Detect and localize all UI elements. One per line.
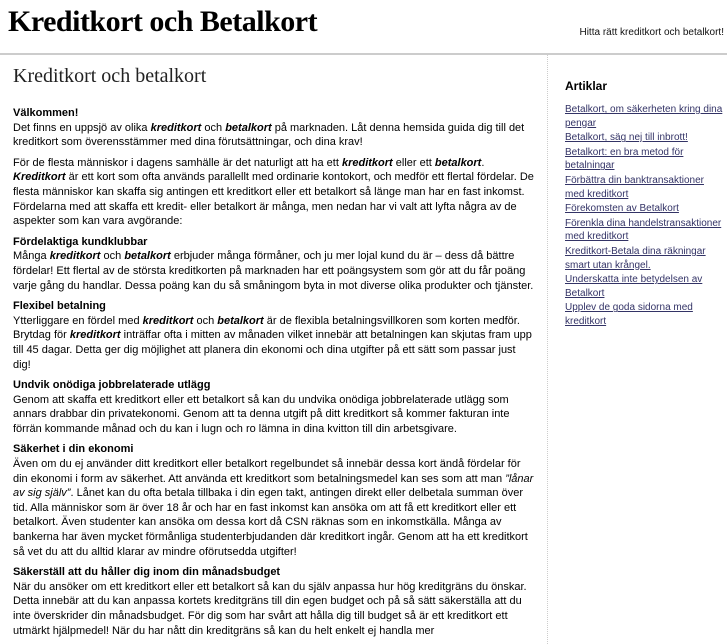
text-segment: kreditkort — [142, 314, 194, 327]
text-segment: och — [193, 314, 218, 327]
page-header — [0, 0, 727, 53]
article-link-item — [565, 272, 723, 299]
sidebar-title: Artiklar — [565, 79, 608, 93]
sidebar-article-link[interactable]: Betalkort: en bra metod för betalningar — [565, 146, 684, 172]
text-segment: betalkort — [217, 314, 264, 327]
text-segment: och — [201, 121, 226, 134]
section-heading: Säkerställ att du håller dig inom din månadsbudget — [13, 566, 281, 579]
article-paragraph — [13, 442, 534, 559]
article-link-item — [565, 130, 723, 144]
text-segment: kreditkort — [49, 250, 101, 263]
text-segment: Även om du ej använder ditt kreditkort eller betalkort regelbundet så innebär dessa kort ändå fördelar för din ekonomi i form av säkerhet. Att använda ett kreditkort som betalningsmedel kan ses som att man — [13, 458, 521, 485]
text-segment: . — [481, 156, 485, 169]
sidebar-article-link[interactable]: Underskatta inte betydelsen av Betalkort — [565, 274, 703, 299]
article-link-item — [565, 300, 723, 327]
article-paragraph — [13, 565, 534, 638]
text-segment: kreditkort — [150, 121, 202, 134]
text-segment: erbjuder många förmåner, och ju mer lojal kund du är – dess då bättre fördelar! Ett flertal av de största kreditkorten på marknaden har ett poängsystem som gör att du får poäng varje gång du handlar. Dessa poäng kan du så småningom byta in mot diverse olika produkter och tjänster. — [13, 250, 534, 292]
sidebar-article-link[interactable]: Förbättra din banktransaktioner med kreditkort — [565, 174, 704, 200]
text-segment: Många — [13, 250, 50, 263]
article-paragraph — [13, 156, 534, 229]
text-segment: kreditkort — [69, 329, 121, 342]
page-title: Kreditkort och betalkort — [13, 65, 207, 87]
section-heading: Välkommen! — [13, 107, 79, 119]
section-heading: Undvik onödiga jobbrelaterade utlägg — [13, 379, 211, 392]
main-article — [0, 55, 534, 644]
text-segment: ”lånar av sig själv” — [13, 472, 534, 500]
text-segment: betalkort — [434, 156, 482, 169]
site-title: Kreditkort och Betalkort — [8, 5, 318, 38]
article-link-item — [565, 145, 723, 172]
article-paragraph — [13, 378, 534, 436]
text-segment: kreditkort — [341, 156, 393, 169]
article-link-item — [565, 201, 723, 215]
text-segment: Genom att skaffa ett kreditkort eller ett betalkort så kan du undvika onödiga jobbrelaterade utlägg som annars drabbar din privatekonomi. Genom att ta denna utgift på ditt kreditkort så kommer fakturan inte förrän kommande månad och du kan i lugn och ro lämna in dina kvitton till din arbetsgivare. — [13, 393, 510, 435]
text-segment: på marknaden. Låt denna hemsida guida dig till det kreditkort som överensstämmer med dina förutsättningar, och dina krav! — [13, 121, 525, 149]
text-segment: För de flesta människor i dagens samhälle är det naturligt att ha ett — [13, 156, 342, 169]
text-segment: är ett kort som ofta används parallellt med ordinarie kontokort, och medför ett flertal fördelar. De flesta människor kan skaffa sig antingen ett kreditkort eller ett betalkort så länge man har en fast inkomst. Fördelarna med att skaffa ett kredit- eller betalkort är många, men nedan har vi valt att lyfta några av de aspekter som kan vara avgörande: — [13, 171, 534, 228]
sidebar-article-link[interactable]: Förenkla dina handelstransaktioner med kreditkort — [565, 217, 722, 243]
text-segment: . Lånet kan du ofta betala tillbaka i din egen takt, antingen direkt eller delbetala summan över tid. Alla människor som är över 18 år och har en fast inkomst kan ansöka om att få ett kreditkort eller ett betalkort. Även studenter kan ansöka om dessa kort då CSN räknas som en inkomstkälla. Många av bankerna har även mycket förmånliga studenterbjudanden där kreditkort ingår. Genom att ha ett kreditkort så vet du att du alltid klarar av mindre oförutsedda utgifter! — [13, 487, 528, 558]
text-segment: eller ett — [392, 156, 435, 169]
article-paragraph — [13, 299, 534, 372]
text-segment: betalkort — [225, 121, 272, 134]
text-segment: Det finns en uppsjö av olika — [13, 121, 151, 134]
sidebar-article-link[interactable]: Förekomsten av Betalkort — [565, 203, 679, 215]
sidebar-article-link[interactable]: Betalkort, säg nej till inbrott! — [565, 132, 688, 144]
text-segment: betalkort — [124, 250, 171, 263]
sidebar-article-link[interactable]: Kreditkort-Betala dina räkningar smart utan krångel. — [565, 245, 706, 271]
text-segment: Ytterliggare en fördel med — [13, 314, 143, 327]
article-link-item — [565, 216, 723, 243]
text-segment: inträffar ofta i mitten av månaden vilket innebär att betalningen kan skjutas fram upp till 45 dagar. Detta ger dig möjlighet att planera din ekonomi och dina utgifter på ett sätt som passar just dig! — [13, 329, 532, 371]
article-links — [565, 102, 723, 328]
site-tagline: Hitta rätt kreditkort och betalkort! — [579, 27, 724, 38]
article-link-item — [565, 102, 723, 129]
article-paragraph — [13, 106, 534, 150]
sidebar-article-link[interactable]: Upplev de goda sidorna med kreditkort — [565, 302, 693, 327]
section-heading: Säkerhet i din ekonomi — [13, 443, 134, 456]
text-segment: När du ansöker om ett kreditkort eller ett betalkort så kan du själv anpassa hur hög kreditgräns du önskar. Detta innebär att du kan anpassa kortets kreditgräns till din egen budget och på så sätt säkerställa att du inte överskrider din månadsbudget. För dig som har svårt att hålla dig till budget så är ett kreditkort ett utmärkt hjälpmedel! När du har nått din kreditgräns så kan du helt enkelt ej handla mer — [13, 580, 527, 637]
section-heading: Fördelaktiga kundklubbar — [13, 235, 148, 248]
sidebar-article-link[interactable]: Betalkort, om säkerheten kring dina pengar — [565, 104, 723, 129]
article-paragraph — [13, 235, 534, 293]
article-link-item — [565, 244, 723, 271]
sidebar-articles — [547, 55, 727, 644]
article-sections — [13, 106, 534, 638]
article-link-item — [565, 173, 723, 200]
text-segment: Kreditkort — [13, 171, 66, 184]
section-heading: Flexibel betalning — [13, 300, 106, 313]
text-segment: är de flexibla betalningsvillkoren som korten medför. Brytdag för — [13, 314, 520, 342]
page-content — [0, 55, 727, 644]
text-segment: och — [100, 250, 125, 263]
